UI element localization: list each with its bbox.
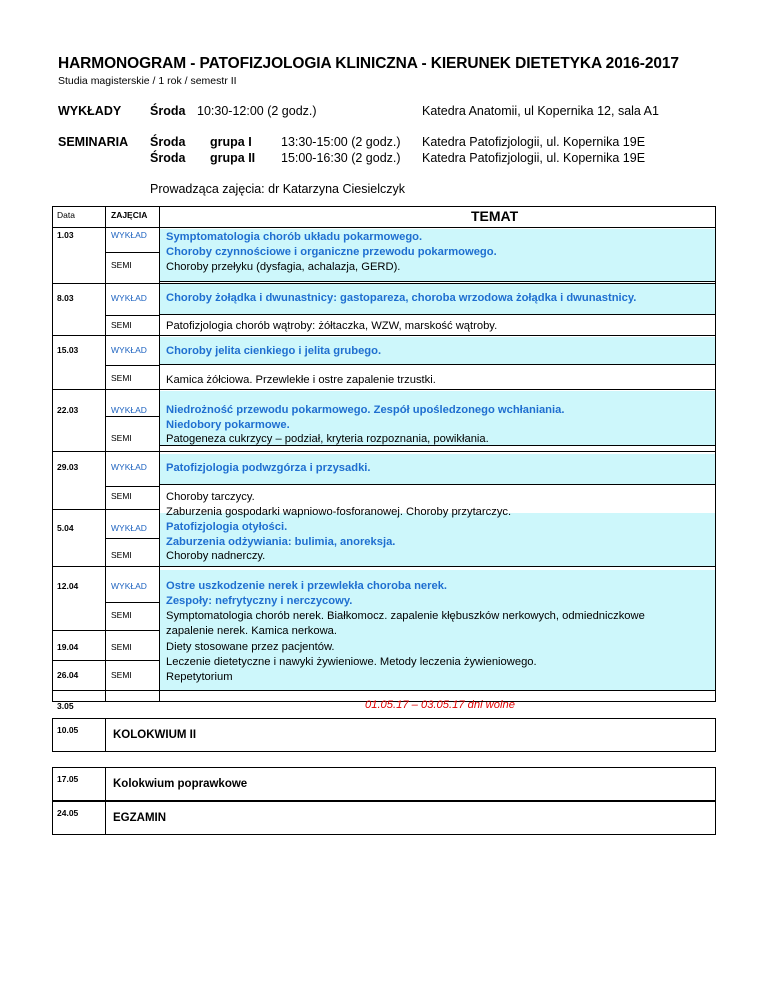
- seminar-group: grupa II: [210, 151, 256, 165]
- topic-line: Choroby jelita cienkiego i jelita grubego.: [166, 345, 382, 357]
- topic-line: Patogeneza cukrzycy – podział, kryteria rozpoznania, powikłania.: [166, 433, 489, 445]
- topic-line: Symptomatologia chorób układu pokarmowego.: [166, 231, 423, 243]
- page-subtitle: Studia magisterskie / 1 rok / semestr II: [58, 75, 237, 87]
- topic-line: Patofizjologia otyłości.: [166, 521, 288, 533]
- seminar-group: grupa I: [210, 135, 252, 149]
- date-cell: 3.05: [57, 701, 74, 711]
- col-header-topic: TEMAT: [471, 208, 519, 224]
- topic-line: Choroby tarczycy.: [166, 491, 255, 503]
- session-seminar: SEMI: [111, 260, 132, 270]
- date-cell: 8.03: [57, 293, 74, 303]
- session-lecture: WYKŁAD: [111, 523, 147, 533]
- topic-line: Niedobory pokarmowe.: [166, 419, 290, 431]
- date-cell: 5.04: [57, 523, 74, 533]
- date-cell: 22.03: [57, 405, 79, 415]
- session-seminar: SEMI: [111, 550, 132, 560]
- lectures-label: WYKŁADY: [58, 104, 122, 118]
- topic-line: Diety stosowane przez pacjentów.: [166, 641, 335, 653]
- session-lecture: WYKŁAD: [111, 345, 147, 355]
- schedule-table: [52, 206, 716, 711]
- date-cell: 29.03: [57, 462, 79, 472]
- topic-line: Choroby żołądka i dwunastnicy: gastopareza, choroba wrzodowa żołądka i dwunastnicy.: [166, 292, 637, 304]
- seminar-place: Katedra Patofizjologii, ul. Kopernika 19E: [422, 135, 646, 149]
- date-cell: 19.04: [57, 642, 79, 652]
- col-header-date: Data: [57, 210, 75, 220]
- session-seminar: SEMI: [111, 491, 132, 501]
- session-lecture: WYKŁAD: [111, 462, 147, 472]
- topic-line: Choroby przełyku (dysfagia, achalazja, GERD).: [166, 261, 401, 273]
- date-cell: 1.03: [57, 230, 74, 240]
- col-header-class: ZAJĘCIA: [111, 210, 148, 220]
- session-lecture: WYKŁAD: [111, 581, 147, 591]
- seminars-label: SEMINARIA: [58, 135, 129, 149]
- seminar-time: 15:00-16:30 (2 godz.): [281, 151, 401, 165]
- topic-line: Zaburzenia gospodarki wapniowo-fosforanowej. Choroby przytarczyc.: [166, 506, 512, 518]
- topic-line: Niedrożność przewodu pokarmowego. Zespół upośledzonego wchłaniania.: [166, 404, 565, 416]
- page-title: HARMONOGRAM - PATOFIZJOLOGIA KLINICZNA - KIERUNEK DIETETYKA 2016-2017: [58, 55, 679, 72]
- topic-line: zapalenie nerek. Kamica nerkowa.: [166, 625, 338, 637]
- session-seminar: SEMI: [111, 670, 132, 680]
- exam-row: [52, 718, 716, 752]
- topic-line: Choroby czynnościowe i organiczne przewodu pokarmowego.: [166, 246, 497, 258]
- session-lecture: WYKŁAD: [111, 230, 147, 240]
- exam-row: [52, 767, 716, 801]
- topic-line: Patofizjologia chorób wątroby: żółtaczka, WZW, marskość wątroby.: [166, 320, 498, 332]
- seminar-place: Katedra Patofizjologii, ul. Kopernika 19E: [422, 151, 646, 165]
- topic-line: Choroby nadnerczy.: [166, 550, 266, 562]
- lectures-time: 10:30-12:00 (2 godz.): [197, 104, 317, 118]
- seminar-day: Środa: [150, 135, 186, 149]
- lecturer: Prowadząca zajęcia: dr Katarzyna Ciesielczyk: [150, 182, 405, 196]
- exam-row: [52, 801, 716, 835]
- session-lecture: WYKŁAD: [111, 405, 147, 415]
- exam-title: EGZAMIN: [113, 812, 167, 824]
- date-cell: 26.04: [57, 670, 79, 680]
- date-cell: 12.04: [57, 581, 79, 591]
- session-seminar: SEMI: [111, 642, 132, 652]
- exam-title: KOLOKWIUM II: [113, 729, 197, 741]
- seminar-day: Środa: [150, 151, 186, 165]
- lectures-day: Środa: [150, 104, 186, 118]
- topic-line: Zespoły: nefrytyczny i nerczycowy.: [166, 595, 353, 607]
- exam-title: Kolokwium poprawkowe: [113, 778, 248, 790]
- session-seminar: SEMI: [111, 373, 132, 383]
- session-seminar: SEMI: [111, 320, 132, 330]
- exam-date: 24.05: [57, 808, 79, 818]
- topic-line: Patofizjologia podwzgórza i przysadki.: [166, 462, 371, 474]
- topic-line: Leczenie dietetyczne i nawyki żywieniowe. Metody leczenia żywieniowego.: [166, 656, 537, 668]
- topic-line: Symptomatologia chorób nerek. Białkomocz. zapalenie kłębuszków nerkowych, odmiedniczkowe: [166, 610, 645, 622]
- seminar-time: 13:30-15:00 (2 godz.): [281, 135, 401, 149]
- session-seminar: SEMI: [111, 433, 132, 443]
- session-seminar: SEMI: [111, 610, 132, 620]
- session-lecture: WYKŁAD: [111, 293, 147, 303]
- holiday-note: 01.05.17 – 03.05.17 dni wolne: [365, 699, 515, 711]
- exam-date: 17.05: [57, 774, 79, 784]
- lectures-place: Katedra Anatomii, ul Kopernika 12, sala A1: [422, 104, 659, 118]
- topic-line: Ostre uszkodzenie nerek i przewlekła choroba nerek.: [166, 580, 448, 592]
- topic-line: Repetytorium: [166, 671, 233, 683]
- exam-date: 10.05: [57, 725, 79, 735]
- date-cell: 15.03: [57, 345, 79, 355]
- topic-line: Zaburzenia odżywiania: bulimia, anoreksja.: [166, 536, 396, 548]
- topic-line: Kamica żółciowa. Przewlekłe i ostre zapalenie trzustki.: [166, 374, 436, 386]
